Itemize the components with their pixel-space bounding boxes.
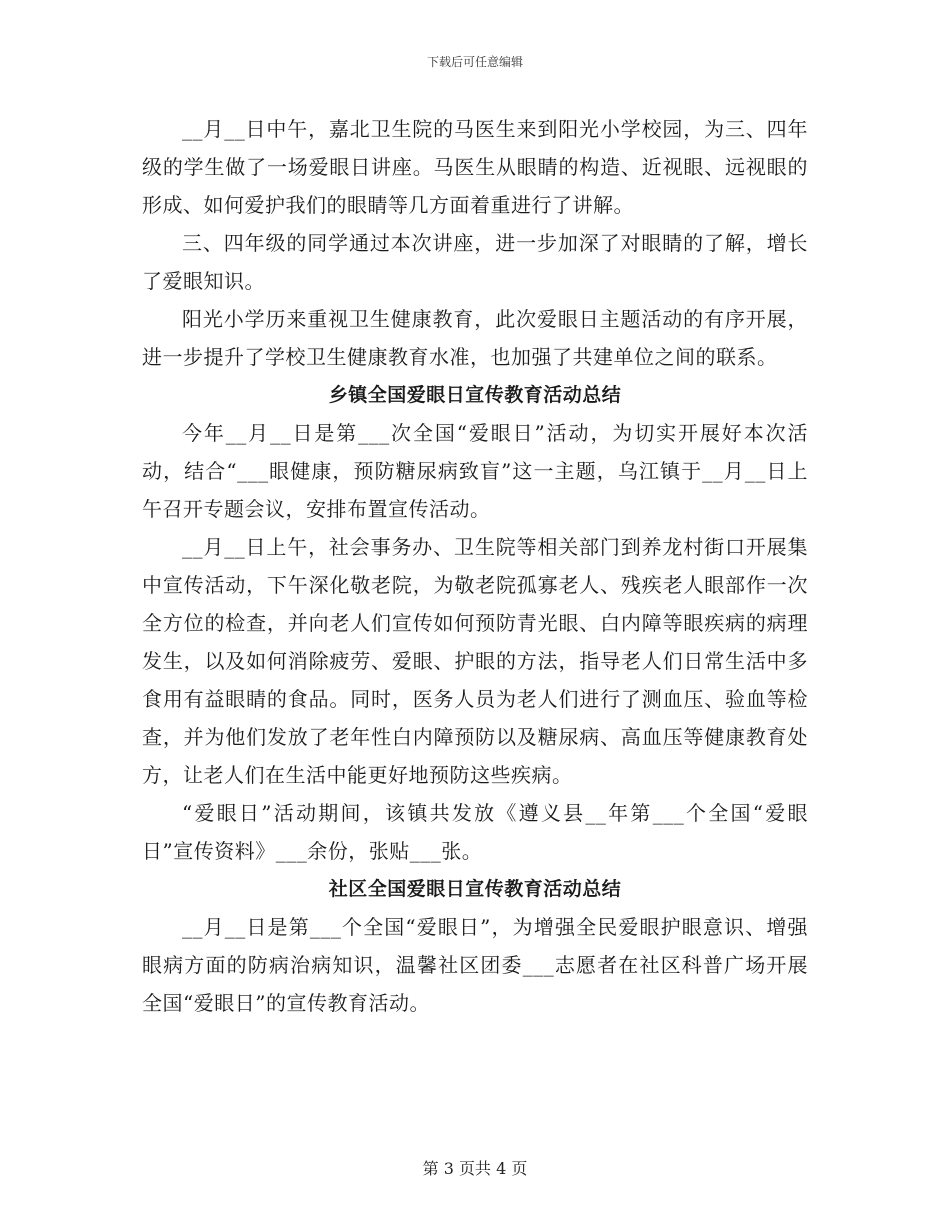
document-body [142, 110, 808, 1022]
paragraph-township-activity: __月__日上午，社会事务办、卫生院等相关部门到养龙村街口开展集中宣传活动，下午深化敬老院，为敬老院孤寡老人、残疾老人眼部作一次全方位的检查，并向老人们宣传如何预防青光眼、白内障等眼疾病的病理发生，以及如何消除疲劳、爱眼、护眼的方法，指导老人们日常生活中多食用有益眼睛的食品。同时，医务人员为老人们进行了测血压、验血等检查，并为他们发放了老年性白内障预防以及糖尿病、高血压等健康教育处方，让老人们在生活中能更好地预防这些疾病。 [142, 535, 808, 787]
paragraph-school: 阳光小学历来重视卫生健康教育，此次爱眼日主题活动的有序开展，进一步提升了学校卫生健康教育水准，也加强了共建单位之间的联系。 [142, 307, 808, 369]
paragraph-lecture: __月__日中午，嘉北卫生院的马医生来到阳光小学校园，为三、四年级的学生做了一场爱眼日讲座。马医生从眼睛的构造、近视眼、远视眼的形成、如何爱护我们的眼睛等几方面着重进行了讲解。 [142, 117, 808, 217]
section-heading-township: 乡镇全国爱眼日宣传教育活动总结 [328, 384, 622, 406]
page-number: 第 3 页共 4 页 [422, 1159, 528, 1178]
paragraph-community-intro: __月__日是第___个全国“爱眼日”，为增强全民爱眼护眼意识、增强眼病方面的防病治病知识，温馨社区团委___志愿者在社区科普广场开展全国“爱眼日”的宣传教育活动。 [142, 915, 808, 1015]
paragraph-students: 三、四年级的同学通过本次讲座，进一步加深了对眼睛的了解，增长了爱眼知识。 [142, 231, 808, 293]
paragraph-township-materials: “爱眼日”活动期间，该镇共发放《遵义县__年第___个全国“爱眼日”宣传资料》___余份，张贴___张。 [142, 801, 808, 863]
section-heading-community: 社区全国爱眼日宣传教育活动总结 [328, 878, 622, 900]
paragraph-township-intro: 今年__月__日是第___次全国“爱眼日”活动，为切实开展好本次活动，结合“___眼健康，预防糖尿病致盲”这一主题，乌江镇于__月__日上午召开专题会议，安排布置宣传活动。 [142, 421, 808, 521]
page-header: 下载后可任意编辑 [426, 55, 523, 69]
